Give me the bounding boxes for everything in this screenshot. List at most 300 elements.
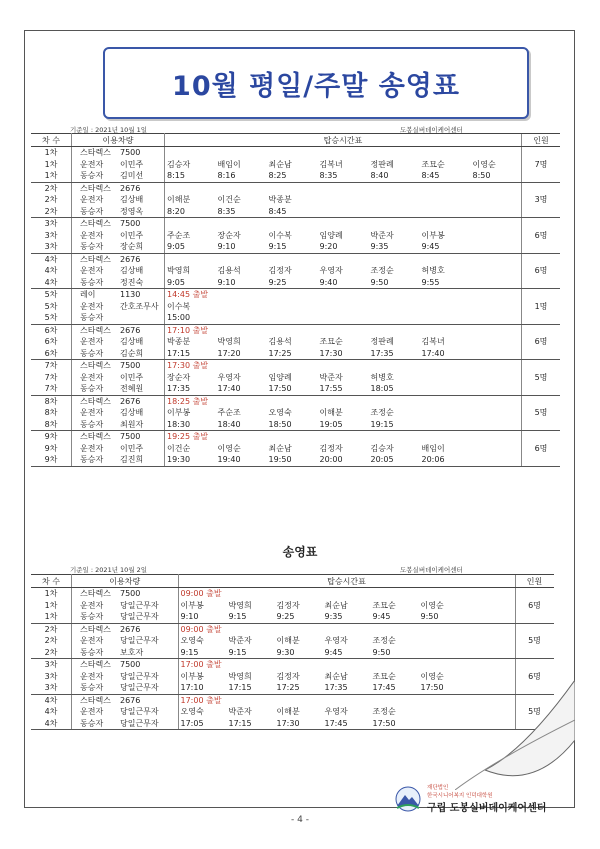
vehicle-type: 스타렉스 [80, 396, 111, 406]
empty-cell [522, 431, 561, 443]
pickup-time: 8:50 [471, 170, 522, 182]
vehicle-number: 7500 [118, 431, 165, 443]
empty-cell [522, 277, 561, 289]
passenger-count: 6명 [522, 336, 561, 348]
empty-cell [471, 289, 522, 301]
empty-cell [216, 301, 267, 313]
pickup-time: 17:25 [267, 348, 318, 360]
empty-cell [369, 360, 420, 372]
empty-cell [420, 147, 471, 159]
empty-cell [216, 253, 267, 265]
pickup-time: 17:10 [178, 682, 227, 694]
empty-cell [267, 395, 318, 407]
trip-number: 1차 [31, 170, 72, 182]
trip-number: 3차 [31, 230, 72, 242]
assistant-name: 장순희 [118, 241, 165, 253]
driver-label: 운전자 [80, 266, 104, 276]
empty-cell [369, 395, 420, 407]
pickup-time: 9:50 [371, 647, 419, 659]
empty-cell [371, 623, 419, 635]
assistant-label: 동승자 [72, 682, 119, 694]
empty-cell [471, 241, 522, 253]
assistant-label: 동승자 [72, 454, 119, 466]
empty-cell [369, 289, 420, 301]
empty-cell [165, 253, 216, 265]
assistant-label: 동승자 [72, 241, 119, 253]
assistant-label: 동승자 [72, 647, 119, 659]
passenger-name: 김정자 [276, 671, 300, 681]
mountain-logo-icon [393, 786, 423, 812]
empty-cell [420, 253, 471, 265]
empty-cell [471, 265, 522, 277]
footer-org-name: 구립 도봉실버데이케어센터 [427, 803, 547, 814]
passenger-count: 5명 [522, 407, 561, 419]
assistant-name: 당일근무자 [118, 611, 178, 623]
footer-sub-2: 한국시니어복지 인덕대학원 [427, 793, 493, 799]
driver-name: 이민주 [118, 443, 165, 455]
driver-name: 간호조무사 [118, 301, 165, 313]
assistant-name: 김미선 [118, 170, 165, 182]
assistant-name: 김진희 [118, 454, 165, 466]
empty-cell [216, 395, 267, 407]
driver-name: 이민주 [118, 230, 165, 242]
passenger-name: 이부봉 [180, 671, 204, 681]
empty-cell [420, 301, 471, 313]
pickup-time: 9:10 [216, 241, 267, 253]
table-row [31, 611, 554, 623]
empty-cell [227, 694, 275, 706]
empty-cell [522, 383, 561, 395]
empty-cell [369, 324, 420, 336]
passenger-name: 이수복 [268, 230, 292, 240]
passenger-name: 조정순 [372, 707, 396, 717]
passenger-name: 박준자 [370, 230, 394, 240]
vehicle-type: 스타렉스 [80, 183, 111, 193]
section2-center: 도봉실버데이케어센터 [400, 566, 463, 574]
header-times: 탑승시간표 [178, 575, 515, 588]
header-vehicle: 이용차량 [72, 575, 179, 588]
empty-cell [420, 218, 471, 230]
empty-cell [522, 360, 561, 372]
passenger-name: 이해분 [167, 195, 191, 205]
empty-cell [471, 182, 522, 194]
passenger-name: 이해분 [276, 707, 300, 717]
driver-label: 운전자 [80, 372, 104, 382]
empty-cell [227, 623, 275, 635]
pickup-time: 9:15 [178, 647, 227, 659]
passenger-name: 조정순 [372, 636, 396, 646]
passenger-name: 임양례 [268, 372, 292, 382]
empty-cell [522, 312, 561, 324]
pickup-time: 15:00 [165, 312, 216, 324]
assistant-name: 정영옥 [118, 206, 165, 218]
driver-label: 운전자 [80, 443, 104, 453]
header-times: 탑승시간표 [165, 134, 522, 147]
passenger-count: 6명 [522, 265, 561, 277]
trip-number: 2차 [31, 635, 72, 647]
empty-cell [216, 147, 267, 159]
pickup-time: 17:05 [178, 718, 227, 730]
passenger-name: 박준자 [228, 636, 252, 646]
trip-number: 6차 [31, 336, 72, 348]
pickup-time: 9:35 [369, 241, 420, 253]
passenger-count: 1명 [522, 301, 561, 313]
table-row [31, 159, 560, 171]
vehicle-type: 스타렉스 [80, 589, 111, 599]
passenger-name: 박종분 [167, 337, 191, 347]
trip-number: 6차 [31, 324, 72, 336]
departure-note: 17:00 출발 [180, 695, 222, 705]
passenger-count: 6명 [515, 671, 554, 683]
trip-number: 1차 [31, 611, 72, 623]
empty-cell [267, 360, 318, 372]
table-row [31, 277, 560, 289]
driver-name: 당일근무자 [118, 671, 178, 683]
passenger-count: 6명 [522, 443, 561, 455]
empty-cell [420, 312, 471, 324]
empty-cell [371, 694, 419, 706]
empty-cell [515, 623, 554, 635]
trip-number: 1차 [31, 147, 72, 159]
passenger-name: 조묘순 [319, 337, 343, 347]
header-count: 인원 [522, 134, 561, 147]
vehicle-number: 2676 [118, 253, 165, 265]
trip-number: 7차 [31, 360, 72, 372]
empty-cell [467, 623, 516, 635]
empty-cell [522, 182, 561, 194]
pickup-time: 17:15 [165, 348, 216, 360]
empty-cell [165, 147, 216, 159]
empty-cell [467, 588, 516, 600]
table-row [31, 588, 554, 600]
assistant-label: 동승자 [72, 718, 119, 730]
section1-date: 기준일 : 2021년 10월 1일 [70, 126, 148, 134]
pickup-time: 9:50 [419, 611, 467, 623]
empty-cell [522, 241, 561, 253]
pickup-time: 9:15 [227, 611, 275, 623]
empty-cell [471, 194, 522, 206]
empty-cell [420, 194, 471, 206]
table-row [31, 635, 554, 647]
driver-name: 김상배 [118, 336, 165, 348]
empty-cell [318, 253, 369, 265]
vehicle-type: 스타렉스 [80, 624, 111, 634]
assistant-name: 보호자 [118, 647, 178, 659]
empty-cell [323, 659, 371, 671]
pickup-time: 17:30 [275, 718, 323, 730]
pickup-time: 8:15 [165, 170, 216, 182]
pickup-time: 20:00 [318, 454, 369, 466]
passenger-count: 5명 [515, 706, 554, 718]
trip-number: 3차 [31, 659, 72, 671]
vehicle-number: 7500 [118, 360, 165, 372]
passenger-name: 최순남 [324, 600, 348, 610]
pickup-time: 9:40 [318, 277, 369, 289]
table-row [31, 659, 554, 671]
empty-cell [323, 588, 371, 600]
empty-cell [369, 194, 420, 206]
table-row [31, 623, 554, 635]
empty-cell [467, 647, 516, 659]
empty-cell [318, 218, 369, 230]
passenger-name: 장순자 [167, 372, 191, 382]
trip-number: 4차 [31, 694, 72, 706]
pickup-time: 9:15 [267, 241, 318, 253]
pickup-time: 9:10 [178, 611, 227, 623]
passenger-name: 김정자 [268, 266, 292, 276]
trip-number: 2차 [31, 647, 72, 659]
empty-cell [267, 312, 318, 324]
driver-label: 운전자 [80, 671, 104, 681]
passenger-name: 임양례 [319, 230, 343, 240]
empty-cell [471, 443, 522, 455]
empty-cell [420, 407, 471, 419]
passenger-name: 주순조 [167, 230, 191, 240]
header-no: 차 수 [31, 575, 72, 588]
table-row [31, 241, 560, 253]
empty-cell [419, 635, 467, 647]
vehicle-number: 7500 [118, 659, 178, 671]
passenger-name: 이부봉 [421, 230, 445, 240]
passenger-name: 조묘순 [372, 600, 396, 610]
empty-cell [369, 253, 420, 265]
empty-cell [318, 395, 369, 407]
trip-number: 4차 [31, 706, 72, 718]
pickup-time: 9:45 [323, 647, 371, 659]
table-row [31, 431, 560, 443]
pickup-time: 9:05 [165, 277, 216, 289]
passenger-name: 김승자 [167, 159, 191, 169]
assistant-name: 당일근무자 [118, 718, 178, 730]
vehicle-number: 7500 [118, 588, 178, 600]
pickup-time: 9:25 [267, 277, 318, 289]
pickup-time: 8:45 [267, 206, 318, 218]
pickup-time: 8:35 [216, 206, 267, 218]
empty-cell [369, 312, 420, 324]
header-vehicle: 이용차량 [72, 134, 165, 147]
empty-cell [318, 147, 369, 159]
pickup-time: 9:45 [371, 611, 419, 623]
table-row [31, 360, 560, 372]
empty-cell [471, 395, 522, 407]
pickup-time: 8:20 [165, 206, 216, 218]
passenger-name: 최순남 [268, 159, 292, 169]
driver-name: 김상배 [118, 407, 165, 419]
passenger-name: 조정순 [370, 266, 394, 276]
trip-number: 4차 [31, 265, 72, 277]
trip-number: 5차 [31, 301, 72, 313]
empty-cell [420, 395, 471, 407]
empty-cell [267, 147, 318, 159]
passenger-name: 오영숙 [180, 636, 204, 646]
empty-cell [216, 289, 267, 301]
pickup-time: 9:35 [323, 611, 371, 623]
assistant-label: 동승자 [72, 312, 119, 324]
vehicle-number: 2676 [118, 623, 178, 635]
empty-cell [267, 301, 318, 313]
empty-cell [369, 206, 420, 218]
vehicle-number: 7500 [118, 147, 165, 159]
footer-sub-1: 재단법인 [427, 785, 449, 791]
passenger-name: 이영순 [217, 443, 241, 453]
vehicle-type: 스타렉스 [80, 219, 111, 229]
empty-cell [515, 611, 554, 623]
passenger-name: 김용석 [268, 337, 292, 347]
empty-cell [471, 324, 522, 336]
table-row [31, 312, 560, 324]
trip-number: 1차 [31, 159, 72, 171]
pickup-time: 8:40 [369, 170, 420, 182]
empty-cell [420, 372, 471, 384]
pickup-time: 9:05 [165, 241, 216, 253]
empty-cell [318, 289, 369, 301]
pickup-time: 9:25 [275, 611, 323, 623]
pickup-time: 17:15 [227, 682, 275, 694]
table-row [31, 170, 560, 182]
empty-cell [471, 218, 522, 230]
empty-cell [216, 218, 267, 230]
footer-logo [393, 783, 546, 814]
assistant-label: 동승자 [72, 383, 119, 395]
header-no: 차 수 [31, 134, 72, 147]
empty-cell [515, 647, 554, 659]
pickup-time: 9:20 [318, 241, 369, 253]
passenger-name: 박영희 [228, 600, 252, 610]
assistant-name: 최원자 [118, 419, 165, 431]
section2-title: 송영표 [282, 545, 318, 559]
passenger-name: 조묘순 [421, 159, 445, 169]
passenger-name: 우영자 [217, 372, 241, 382]
empty-cell [471, 348, 522, 360]
empty-cell [216, 182, 267, 194]
vehicle-type: 레이 [80, 290, 96, 300]
passenger-name: 김복녀 [421, 337, 445, 347]
empty-cell [318, 182, 369, 194]
passenger-name: 이수복 [167, 301, 191, 311]
pickup-time: 18:40 [216, 419, 267, 431]
pickup-time: 9:50 [369, 277, 420, 289]
departure-note: 17:30 출발 [167, 361, 209, 371]
vehicle-number: 7500 [118, 218, 165, 230]
passenger-count: 7명 [522, 159, 561, 171]
departure-note: 14:45 출발 [167, 290, 209, 300]
trip-number: 2차 [31, 623, 72, 635]
driver-name: 당일근무자 [118, 600, 178, 612]
trip-number: 4차 [31, 277, 72, 289]
passenger-count: 5명 [515, 635, 554, 647]
empty-cell [522, 206, 561, 218]
passenger-name: 우영자 [324, 707, 348, 717]
passenger-count: 3명 [522, 194, 561, 206]
empty-cell [323, 623, 371, 635]
pickup-time: 9:45 [420, 241, 471, 253]
pickup-time: 9:30 [275, 647, 323, 659]
passenger-name: 김정자 [276, 600, 300, 610]
section2-date: 기준일 : 2021년 10월 2일 [70, 566, 148, 574]
empty-cell [471, 230, 522, 242]
table-row [31, 383, 560, 395]
driver-name: 김상배 [118, 265, 165, 277]
empty-cell [471, 372, 522, 384]
assistant-name: 정진숙 [118, 277, 165, 289]
passenger-name: 박준자 [319, 372, 343, 382]
passenger-name: 이건순 [217, 195, 241, 205]
pickup-time: 9:55 [420, 277, 471, 289]
pickup-time: 19:30 [165, 454, 216, 466]
empty-cell [369, 147, 420, 159]
trip-number: 3차 [31, 682, 72, 694]
passenger-name: 김용석 [217, 266, 241, 276]
empty-cell [227, 659, 275, 671]
trip-number: 3차 [31, 241, 72, 253]
empty-cell [369, 301, 420, 313]
empty-cell [318, 301, 369, 313]
vehicle-type: 스타렉스 [80, 660, 111, 670]
table-row [31, 194, 560, 206]
empty-cell [522, 395, 561, 407]
schedule-table-1 [31, 133, 560, 467]
empty-cell [420, 383, 471, 395]
vehicle-number: 1130 [118, 289, 165, 301]
empty-cell [467, 659, 516, 671]
trip-number: 2차 [31, 194, 72, 206]
departure-note: 17:00 출발 [180, 660, 222, 670]
empty-cell [369, 218, 420, 230]
empty-cell [318, 324, 369, 336]
passenger-name: 장순자 [217, 230, 241, 240]
empty-cell [471, 277, 522, 289]
passenger-name: 조묘순 [372, 671, 396, 681]
empty-cell [471, 407, 522, 419]
trip-number: 9차 [31, 431, 72, 443]
driver-label: 운전자 [80, 600, 104, 610]
empty-cell [420, 182, 471, 194]
passenger-name: 허병호 [370, 372, 394, 382]
passenger-name: 박종분 [268, 195, 292, 205]
empty-cell [471, 383, 522, 395]
table-row [31, 348, 560, 360]
assistant-name [118, 312, 165, 324]
driver-label: 운전자 [80, 707, 104, 717]
trip-number: 9차 [31, 443, 72, 455]
passenger-name: 최순남 [324, 671, 348, 681]
empty-cell [216, 312, 267, 324]
empty-cell [471, 360, 522, 372]
empty-cell [419, 588, 467, 600]
pickup-time: 9:15 [227, 647, 275, 659]
departure-note: 09:00 출발 [180, 589, 222, 599]
driver-label: 운전자 [80, 195, 104, 205]
passenger-name: 이건순 [167, 443, 191, 453]
passenger-name: 박영희 [228, 671, 252, 681]
section1-center: 도봉실버데이케어센터 [400, 126, 463, 134]
pickup-time: 17:50 [267, 383, 318, 395]
vehicle-number: 2676 [118, 694, 178, 706]
pickup-time: 8:25 [267, 170, 318, 182]
passenger-name: 주순조 [217, 408, 241, 418]
empty-cell [522, 419, 561, 431]
empty-cell [419, 647, 467, 659]
empty-cell [522, 253, 561, 265]
driver-label: 운전자 [80, 636, 104, 646]
empty-cell [419, 623, 467, 635]
pickup-time: 17:40 [216, 383, 267, 395]
departure-note: 17:10 출발 [167, 325, 209, 335]
passenger-count: 5명 [522, 372, 561, 384]
table-row [31, 647, 554, 659]
trip-number: 1차 [31, 588, 72, 600]
vehicle-type: 스타렉스 [80, 695, 111, 705]
